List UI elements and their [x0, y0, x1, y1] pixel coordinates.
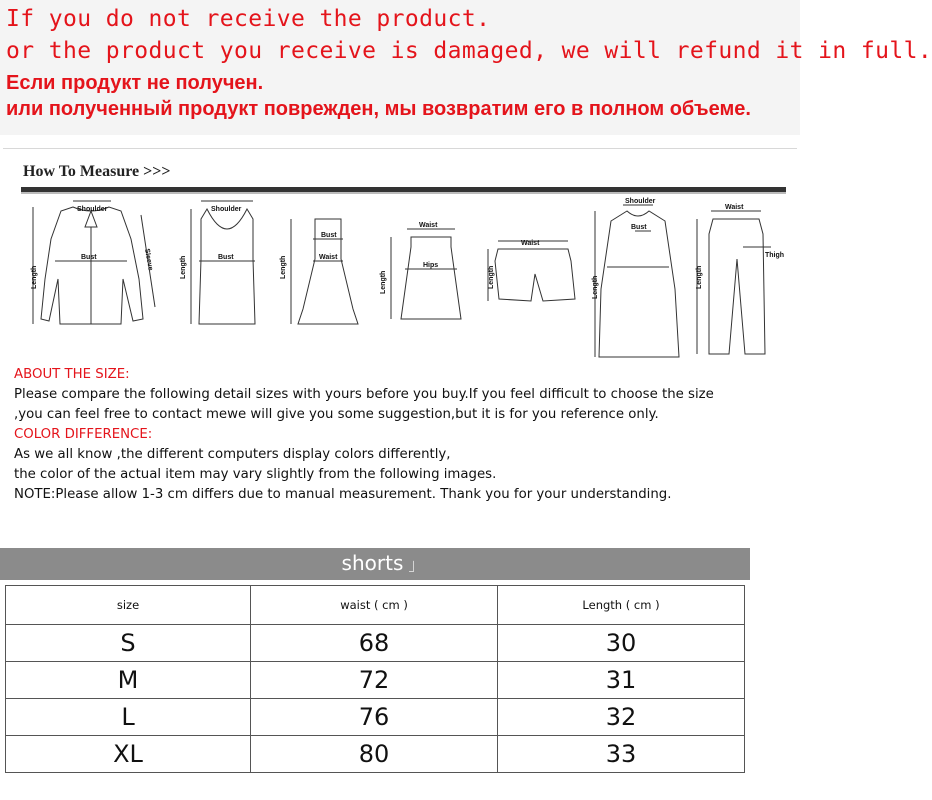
row-waist: 68	[251, 625, 498, 662]
color-difference-line-2: the color of the actual item may vary slightly from the following images.	[14, 467, 497, 482]
coat-shoulder-label: Shoulder	[625, 198, 656, 205]
notice-line-en-2: or the product you receive is damaged, we will refund it in full.	[6, 38, 932, 64]
table-row	[6, 699, 745, 736]
table-header-row	[6, 586, 745, 625]
dress-bust-label: Bust	[321, 232, 337, 239]
size-chart-title: shorts 」	[0, 551, 750, 575]
row-length: 32	[498, 699, 745, 736]
refund-notice	[0, 0, 932, 135]
vest-length-label: Length	[180, 255, 187, 279]
skirt-sketch	[380, 222, 461, 319]
shorts-sketch	[488, 240, 575, 301]
blouse-sketch	[31, 201, 155, 324]
vest-shoulder-label: Shoulder	[211, 206, 242, 213]
row-waist: 76	[251, 699, 498, 736]
bust-label: Bust	[81, 254, 97, 261]
row-length: 31	[498, 662, 745, 699]
row-size: XL	[6, 736, 251, 773]
sleeve-label: Sleeve	[143, 248, 154, 272]
color-difference-line-1: As we all know ,the different computers display colors differently,	[14, 447, 451, 462]
trousers-waist-label: Waist	[725, 204, 744, 211]
dress-length-label: Length	[280, 255, 287, 279]
table-row	[6, 662, 745, 699]
table-row	[6, 625, 745, 662]
trousers-sketch	[696, 204, 784, 354]
how-to-measure-title: How To Measure >>>	[23, 163, 171, 180]
length-label: Length	[31, 265, 38, 289]
table-row	[6, 736, 745, 773]
dress-waist-label: Waist	[319, 254, 338, 261]
color-difference-heading: COLOR DIFFERENCE:	[14, 427, 153, 442]
notice-line-ru-2: или полученный продукт поврежден, мы возвратим его в полном объеме.	[6, 98, 751, 120]
size-chart-banner	[0, 548, 750, 580]
skirt-length-label: Length	[380, 270, 387, 294]
about-size-line-2: ,you can feel free to contact mewe will give you some suggestion,but it is for you reference only.	[14, 407, 659, 422]
size-chart-table	[5, 585, 745, 773]
measurement-note: NOTE:Please allow 1-3 cm differs due to manual measurement. Thank you for your understanding.	[14, 487, 672, 502]
row-size: L	[6, 699, 251, 736]
how-to-measure-panel	[3, 148, 797, 509]
header-waist: waist ( cm )	[251, 586, 498, 625]
row-length: 30	[498, 625, 745, 662]
garment-sketches	[3, 149, 797, 364]
coat-length-label: Length	[592, 275, 599, 299]
row-waist: 72	[251, 662, 498, 699]
header-size: size	[6, 586, 251, 625]
row-size: S	[6, 625, 251, 662]
skirt-hips-label: Hips	[423, 262, 439, 269]
about-size-line-1: Please compare the following detail sizes with yours before you buy.If you feel difficult to choose the size	[14, 387, 714, 402]
notice-line-ru-1: Если продукт не получен.	[6, 72, 264, 94]
row-length: 33	[498, 736, 745, 773]
row-size: M	[6, 662, 251, 699]
trousers-length-label: Length	[696, 265, 703, 289]
coat-sketch	[592, 198, 679, 357]
dress-sketch	[280, 219, 358, 324]
trousers-thigh-label: Thigh	[765, 252, 785, 259]
shorts-waist-label: Waist	[521, 240, 540, 247]
about-size-heading: ABOUT THE SIZE:	[14, 367, 130, 382]
notice-line-en-1: If you do not receive the product.	[6, 6, 491, 32]
vest-sketch	[180, 201, 255, 324]
vest-bust-label: Bust	[218, 254, 234, 261]
shorts-length-label: Length	[488, 265, 495, 289]
skirt-waist-label: Waist	[419, 222, 438, 229]
coat-bust-label: Bust	[631, 224, 647, 231]
row-waist: 80	[251, 736, 498, 773]
size-info-text	[14, 365, 798, 505]
header-length: Length ( cm )	[498, 586, 745, 625]
shoulder-label: Shoulder	[77, 206, 108, 213]
